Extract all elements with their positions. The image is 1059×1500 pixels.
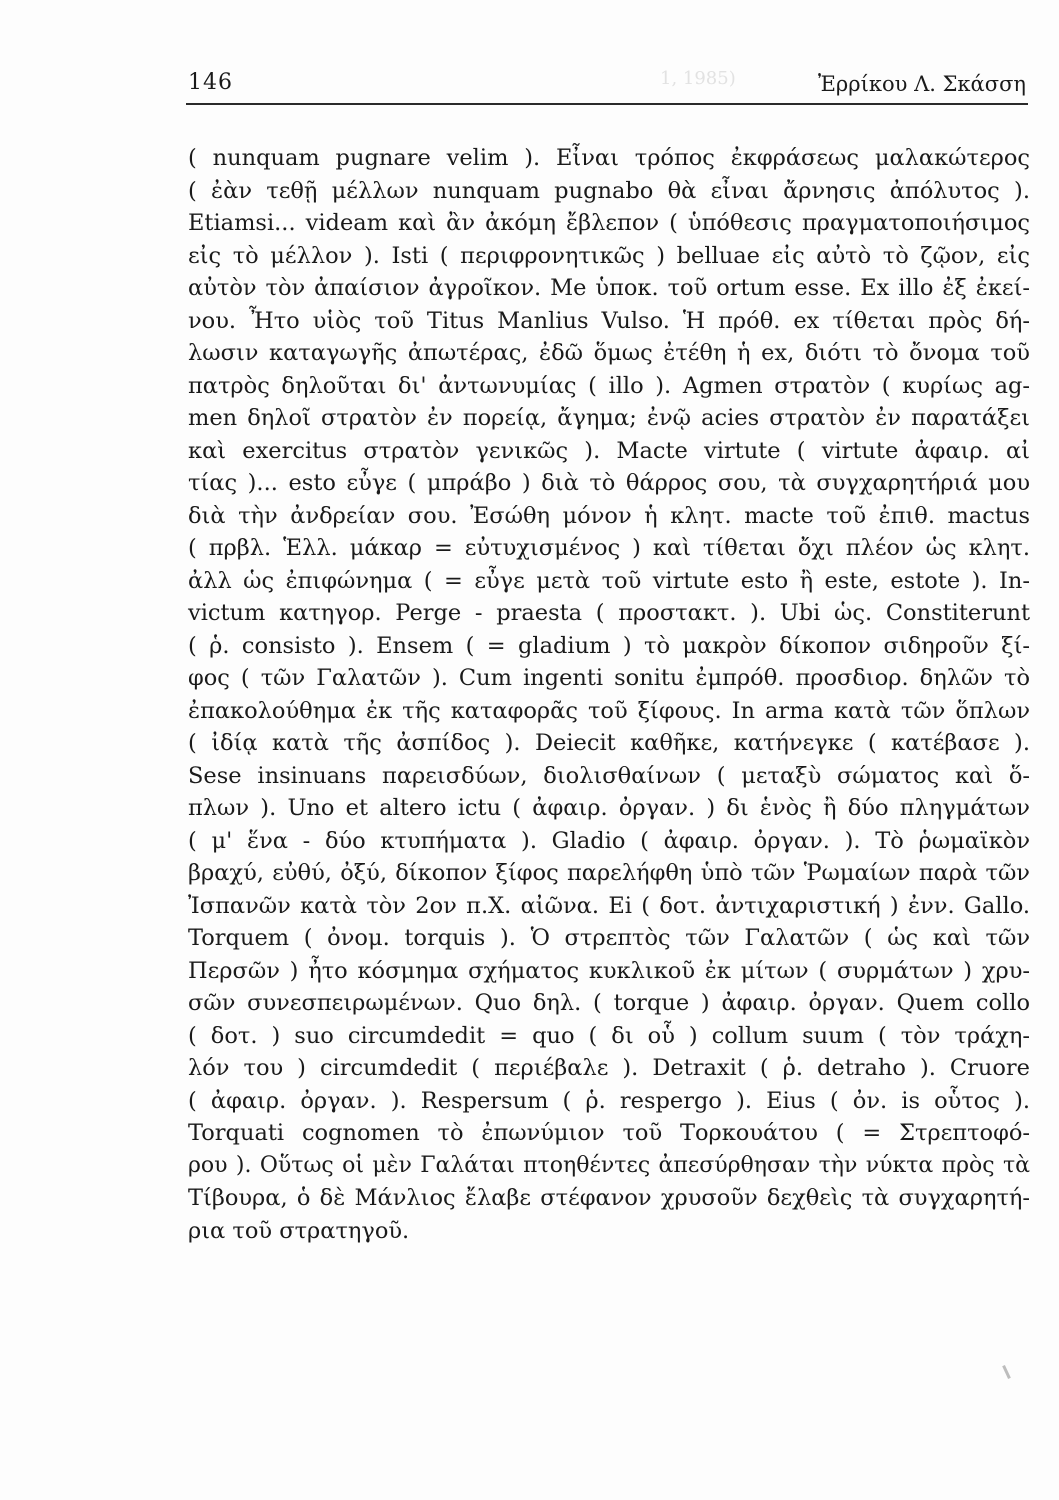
commentary-text — [188, 142, 1030, 1247]
text-line: Ἰσπανῶν κατὰ τὸν 2ον π.Χ. αἰῶνα. Ei ( δοτ. ἀντιχαριστική ) ἐνν. Gallo. — [188, 892, 1030, 919]
text-line: λωσιν καταγωγῆς ἀπωτέρας, ἐδῶ ὅμως ἐτέθη ἡ ex, διότι τὸ ὄνομα τοῦ — [188, 340, 1030, 366]
text-line: εἰς τὸ μέλλον ). Isti ( περιφρονητικῶς ) belluae εἰς αὐτὸ τὸ ζῷον, εἰς — [188, 242, 1030, 269]
text-line: ( μ' ἕνα - δύο κτυπήματα ). Gladio ( ἀφαιρ. ὀργαν. ). Τὸ ῥωμαϊκὸν — [188, 827, 1030, 854]
text-line: victum κατηγορ. Perge - praesta ( προστακτ. ). Ubi ὡς. Constiterunt — [188, 600, 1030, 626]
page-number: 146 — [188, 70, 233, 95]
text-line: ( nunquam pugnare velim ). Εἶναι τρόπος ἐκφράσεως μαλακώτερος — [188, 145, 1030, 171]
text-line: Τίβουρα, ὁ δὲ Μάνλιος ἔλαβε στέφανον χρυσοῦν δεχθεὶς τὰ συγχαρητή- — [188, 1185, 1030, 1211]
text-line: διὰ τὴν ἀνδρείαν σου. Ἐσώθη μόνον ἡ κλητ. macte τοῦ ἐπιθ. mactus — [188, 502, 1030, 529]
text-line: ἀλλ ὡς ἐπιφώνημα ( = εὖγε μετὰ τοῦ virtute esto ἢ este, estote ). In- — [188, 567, 1030, 594]
text-line: πλων ). Uno et altero ictu ( ἀφαιρ. ὀργαν. ) δι ἑνὸς ἢ δύο πληγμάτων — [188, 795, 1030, 821]
text-line: ἐπακολούθημα ἐκ τῆς καταφορᾶς τοῦ ξίφους. In arma κατὰ τῶν ὅπλων — [188, 697, 1030, 724]
text-line: Torquem ( ὀνομ. torquis ). Ὁ στρεπτὸς τῶν Γαλατῶν ( ὡς καὶ τῶν — [188, 925, 1030, 951]
text-line: τίας )... esto εὖγε ( μπράβο ) διὰ τὸ θάρρος σου, τὰ συγχαρητήριά μου — [188, 470, 1030, 496]
text-line: βραχύ, εὐθύ, ὀξύ, δίκοπον ξίφος παρελήφθη ὑπὸ τῶν Ῥωμαίων παρὰ τῶν — [188, 860, 1030, 886]
text-line: νου. Ἦτο υἱὸς τοῦ Titus Manlius Vulso. Ἡ πρόθ. ex τίθεται πρὸς δή- — [188, 307, 1030, 334]
text-line: λόν του ) circumdedit ( περιέβαλε ). Detraxit ( ῥ. detraho ). Cruore — [188, 1055, 1030, 1081]
text-line: men δηλοῖ στρατὸν ἐν πορείᾳ, ἄγημα; ἐνῷ acies στρατὸν ἐν παρατάξει — [188, 405, 1030, 431]
text-line: σῶν συνεσπειρωμένων. Quo δηλ. ( torque ) ἀφαιρ. ὀργαν. Quem collo — [188, 990, 1030, 1016]
paper-mark — [1002, 1365, 1011, 1379]
text-line: ρου ). Οὕτως οἱ μὲν Γαλάται πτοηθέντες ἀπεσύρθησαν τὴν νύκτα πρὸς τὰ — [188, 1152, 1030, 1178]
text-line: ( ἀφαιρ. ὀργαν. ). Respersum ( ῥ. respergo ). Eius ( ὀν. is οὗτος ). — [188, 1087, 1030, 1114]
text-line: ( ἐὰν τεθῇ μέλλων nunquam pugnabo θὰ εἶναι ἄρνησις ἀπόλυτος ). — [188, 177, 1030, 204]
text-line: ( δοτ. ) suo circumdedit = quo ( δι οὗ ) collum suum ( τὸν τράχη- — [188, 1022, 1030, 1049]
running-title: Ἐρρίκου Λ. Σκάσση — [818, 72, 1026, 96]
text-line: ρια τοῦ στρατηγοῦ. — [188, 1217, 410, 1244]
text-line: καὶ exercitus στρατὸν γενικῶς ). Macte virtute ( virtute ἀφαιρ. αἰ — [188, 437, 1030, 464]
text-line: Περσῶν ) ἦτο κόσμημα σχήματος κυκλικοῦ ἐκ μίτων ( συρμάτων ) χρυ- — [188, 957, 1030, 984]
show-through-text: 1, 1985) — [660, 68, 736, 89]
text-line: ( πρβλ. Ἑλλ. μάκαρ = εὐτυχισμένος ) καὶ τίθεται ὄχι πλέον ὡς κλητ. — [188, 535, 1030, 561]
text-line: Sese insinuans παρεισδύων, διολισθαίνων ( μεταξὺ σώματος καὶ ὅ- — [188, 762, 1030, 789]
text-line: πατρὸς δηλοῦται δι' ἀντωνυμίας ( illo ). Agmen στρατὸν ( κυρίως ag- — [188, 372, 1030, 399]
running-head — [188, 66, 1026, 100]
text-line: αὐτὸν τὸν ἀπαίσιον ἀγροῖκον. Me ὑποκ. τοῦ ortum esse. Ex illo ἐξ ἐκεί- — [188, 275, 1030, 301]
text-line: Torquati cognomen τὸ ἐπωνύμιον τοῦ Τορκουάτου ( = Στρεπτοφό- — [188, 1120, 1030, 1146]
text-line: ( ῥ. consisto ). Ensem ( = gladium ) τὸ μακρὸν δίκοπον σιδηροῦν ξί- — [188, 632, 1030, 659]
text-line: φος ( τῶν Γαλατῶν ). Cum ingenti sonitu ἐμπρόθ. προσδιορ. δηλῶν τὸ — [188, 665, 1030, 691]
text-line: ( ἰδίᾳ κατὰ τῆς ἀσπίδος ). Deiecit καθῆκε, κατήνεγκε ( κατέβασε ). — [188, 730, 1030, 756]
header-rule — [186, 103, 1028, 105]
text-line: Etiamsi... videam καὶ ἂν ἀκόμη ἔβλεπον ( ὑπόθεσις πραγματοποιήσιμος — [188, 210, 1030, 236]
